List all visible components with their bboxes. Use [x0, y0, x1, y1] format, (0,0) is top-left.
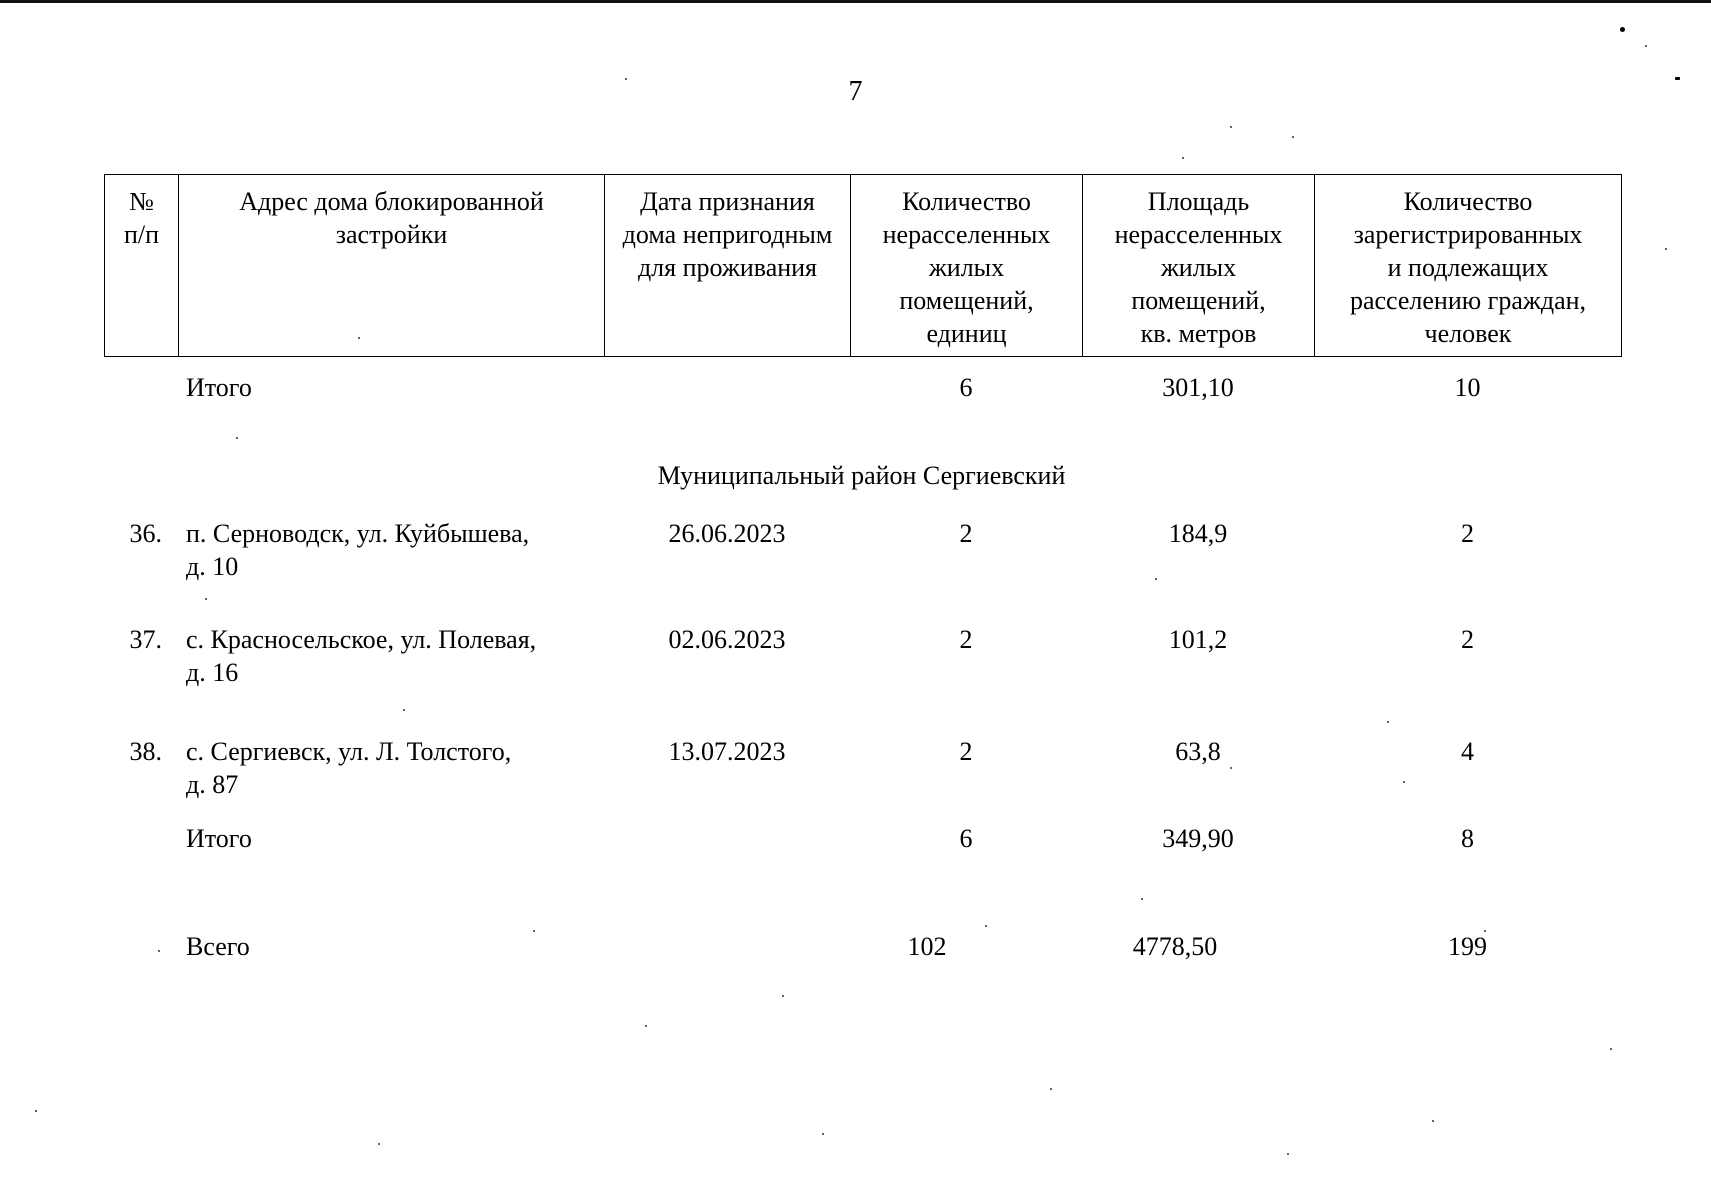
table-header	[104, 174, 1622, 357]
column-header-number: № п/п	[105, 175, 179, 357]
row-number: 38.	[129, 737, 162, 766]
scan-speck	[1387, 721, 1389, 723]
scan-speck	[1675, 77, 1680, 80]
header-row	[105, 175, 1622, 357]
scan-speck	[1141, 898, 1143, 900]
row-units: 2	[959, 737, 973, 766]
row-units: 2	[959, 519, 973, 548]
page-number: 7	[848, 76, 863, 107]
scan-speck	[358, 337, 360, 339]
scan-speck	[645, 1025, 647, 1027]
column-header-units: Количество нерасселенных жилых помещений, единиц	[851, 175, 1083, 357]
section-title: Муниципальный район Сергиевский	[657, 461, 1066, 490]
grand-total-label: Всего	[186, 932, 250, 961]
total-persons: 8	[1461, 824, 1474, 853]
row-date: 13.07.2023	[668, 737, 786, 766]
scan-speck	[378, 1143, 380, 1145]
scan-speck	[1645, 45, 1647, 47]
total-units: 6	[959, 373, 973, 402]
scan-speck	[1292, 136, 1294, 138]
scan-speck	[625, 78, 627, 80]
column-header-address: Адрес дома блокированной застройки	[179, 175, 605, 357]
scan-speck	[1230, 767, 1232, 769]
total-area: 301,10	[1162, 373, 1234, 402]
scan-speck	[1287, 1153, 1289, 1155]
row-address: п. Серноводск, ул. Куйбышева, д. 10	[186, 519, 530, 581]
row-address: с. Сергиевск, ул. Л. Толстого, д. 87	[186, 737, 512, 799]
total-label: Итого	[186, 824, 252, 853]
scan-speck	[822, 1133, 824, 1135]
scan-speck	[1432, 1120, 1434, 1122]
scan-speck	[1230, 126, 1232, 128]
scan-speck	[1155, 578, 1157, 580]
row-area: 184,9	[1168, 519, 1228, 548]
row-number: 37.	[129, 625, 162, 654]
row-persons: 2	[1461, 625, 1474, 654]
scan-speck	[1620, 27, 1625, 32]
row-address: с. Красносельское, ул. Полевая, д. 16	[186, 625, 537, 687]
scan-speck	[782, 995, 784, 997]
scan-speck	[236, 437, 238, 439]
row-date: 02.06.2023	[668, 625, 786, 654]
row-date: 26.06.2023	[668, 519, 786, 548]
scan-speck	[403, 709, 405, 711]
column-header-area: Площадь нерасселенных жилых помещений, кв. метров	[1083, 175, 1315, 357]
scan-speck	[1610, 1048, 1612, 1050]
scan-speck	[35, 1110, 37, 1112]
scan-speck	[1484, 930, 1486, 932]
total-persons: 10	[1454, 373, 1481, 402]
grand-total-units: 102	[907, 932, 947, 961]
row-area: 63,8	[1175, 737, 1221, 766]
grand-total-area: 4778,50	[1132, 932, 1218, 961]
scan-speck	[533, 930, 535, 932]
scan-speck	[1665, 248, 1667, 250]
grand-total-persons: 199	[1448, 932, 1487, 961]
column-header-persons: Количество зарегистрированных и подлежащих расселению граждан, человек	[1315, 175, 1622, 357]
scan-speck	[1182, 157, 1184, 159]
scan-speck	[158, 950, 160, 952]
total-label: Итого	[186, 373, 252, 402]
column-header-date: Дата признания дома непригодным для проживания	[605, 175, 851, 357]
row-persons: 4	[1461, 737, 1474, 766]
scan-edge	[0, 0, 1711, 3]
scan-speck	[205, 598, 207, 600]
total-area: 349,90	[1162, 824, 1234, 853]
scan-speck	[985, 925, 987, 927]
row-persons: 2	[1461, 519, 1474, 548]
row-area: 101,2	[1168, 625, 1228, 654]
total-units: 6	[959, 824, 973, 853]
scan-speck	[1050, 1088, 1052, 1090]
scan-speck	[1403, 781, 1405, 783]
row-units: 2	[959, 625, 973, 654]
row-number: 36.	[129, 519, 162, 548]
